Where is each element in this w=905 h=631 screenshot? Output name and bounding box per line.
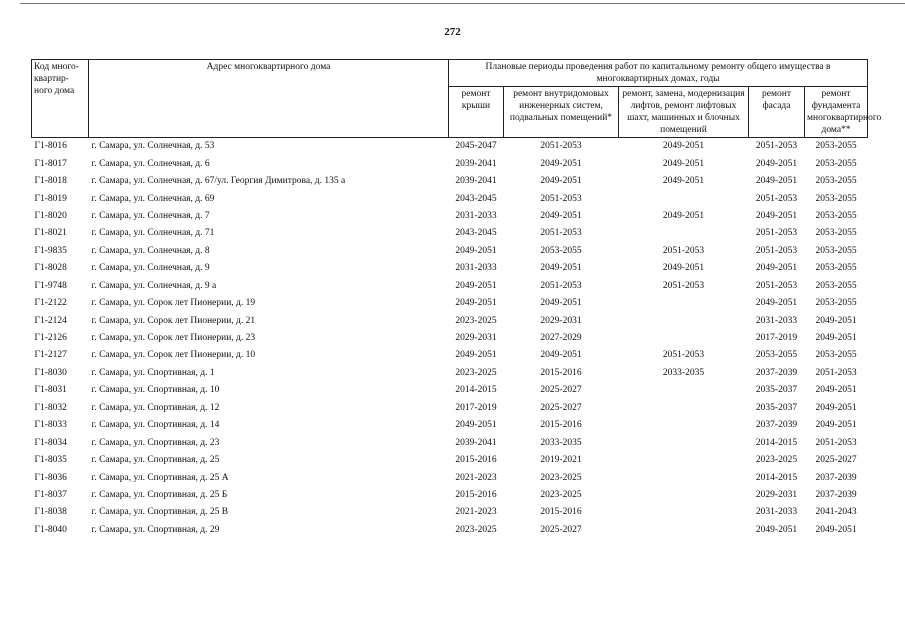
table-row — [32, 487, 868, 504]
roof-period: 2049-2051 — [455, 420, 497, 431]
engineering-period: 2023-2025 — [540, 472, 582, 483]
house-code: Г1-9748 — [34, 280, 67, 291]
foundation-period: 2053-2055 — [815, 158, 857, 169]
facade-period: 2051-2053 — [755, 280, 798, 291]
facade-period: 2037-2039 — [755, 367, 798, 378]
roof-period: 2031-2033 — [455, 263, 497, 274]
house-address: г. Самара, ул. Солнечная, д. 9 — [91, 263, 210, 274]
facade-period: 2051-2053 — [755, 245, 798, 256]
roof-period: 2014-2015 — [455, 385, 497, 396]
house-code: Г1-8019 — [34, 193, 67, 204]
facade-period: 2035-2037 — [755, 385, 798, 396]
house-code: Г1-8032 — [34, 402, 67, 413]
header-facade: ремонт фасада — [749, 87, 805, 138]
facade-period: 2014-2015 — [755, 437, 798, 448]
elevator-period — [619, 452, 749, 469]
table-row — [32, 208, 868, 225]
facade-period: 2017-2019 — [755, 333, 798, 344]
house-code: Г1-2122 — [34, 298, 67, 309]
elevator-period: 2049-2051 — [662, 141, 705, 152]
house-code: Г1-8038 — [34, 507, 67, 518]
facade-period: 2049-2051 — [755, 263, 798, 274]
table-row — [32, 260, 868, 277]
house-address: г. Самара, ул. Солнечная, д. 8 — [91, 245, 210, 256]
elevator-period — [619, 190, 749, 207]
house-address: г. Самара, ул. Солнечная, д. 53 — [91, 141, 215, 152]
roof-period: 2023-2025 — [455, 315, 497, 326]
house-address: г. Самара, ул. Спортивная, д. 25 — [91, 455, 220, 466]
house-code: Г1-8034 — [34, 437, 67, 448]
facade-period: 2035-2037 — [755, 402, 798, 413]
foundation-period: 2041-2043 — [815, 507, 857, 518]
table-row — [32, 278, 868, 295]
foundation-period: 2037-2039 — [815, 489, 857, 500]
facade-period: 2051-2053 — [755, 228, 798, 239]
house-address: г. Самара, ул. Солнечная, д. 67/ул. Георгия Димитрова, д. 135 а — [91, 176, 346, 187]
house-code: Г1-8036 — [34, 472, 67, 483]
house-code: Г1-9835 — [34, 245, 67, 256]
house-address: г. Самара, ул. Спортивная, д. 12 — [91, 402, 220, 413]
table-row — [32, 365, 868, 382]
foundation-period: 2053-2055 — [815, 176, 857, 187]
engineering-period: 2033-2035 — [540, 437, 582, 448]
elevator-period: 2049-2051 — [662, 176, 705, 187]
house-code: Г1-8033 — [34, 420, 67, 431]
engineering-period: 2049-2051 — [540, 210, 582, 221]
elevator-period: 2049-2051 — [662, 158, 705, 169]
house-address: г. Самара, ул. Спортивная, д. 10 — [91, 385, 220, 396]
house-code: Г1-8017 — [34, 158, 67, 169]
house-code: Г1-8016 — [34, 141, 67, 152]
engineering-period: 2025-2027 — [540, 385, 582, 396]
facade-period: 2049-2051 — [755, 298, 798, 309]
elevator-period: 2051-2053 — [662, 350, 705, 361]
roof-period: 2043-2045 — [455, 193, 497, 204]
facade-period: 2029-2031 — [755, 489, 798, 500]
engineering-period: 2029-2031 — [540, 315, 582, 326]
foundation-period: 2025-2027 — [815, 455, 857, 466]
foundation-period: 2049-2051 — [815, 315, 857, 326]
engineering-period: 2023-2025 — [540, 489, 582, 500]
engineering-period: 2049-2051 — [540, 176, 582, 187]
foundation-period: 2049-2051 — [815, 420, 857, 431]
house-address: г. Самара, ул. Солнечная, д. 71 — [91, 228, 215, 239]
house-address: г. Самара, ул. Сорок лет Пионерии, д. 19 — [91, 298, 256, 309]
elevator-period — [619, 434, 749, 451]
table-row — [32, 400, 868, 417]
house-code: Г1-2126 — [34, 333, 67, 344]
facade-period: 2031-2033 — [755, 315, 798, 326]
roof-period: 2049-2051 — [455, 245, 497, 256]
roof-period: 2017-2019 — [455, 402, 497, 413]
header-address: Адрес многоквартирного дома — [89, 60, 449, 138]
elevator-period — [619, 312, 749, 329]
elevator-period — [619, 522, 749, 539]
engineering-period: 2015-2016 — [540, 367, 582, 378]
table-body — [32, 138, 868, 540]
engineering-period: 2049-2051 — [540, 350, 582, 361]
table-row — [32, 330, 868, 347]
roof-period: 2023-2025 — [455, 524, 497, 535]
house-address: г. Самара, ул. Спортивная, д. 25 Б — [91, 489, 228, 500]
house-address: г. Самара, ул. Спортивная, д. 29 — [91, 524, 220, 535]
elevator-period: 2049-2051 — [662, 210, 705, 221]
house-address: г. Самара, ул. Спортивная, д. 25 В — [91, 507, 229, 518]
foundation-period: 2053-2055 — [815, 193, 857, 204]
house-code: Г1-8035 — [34, 455, 67, 466]
house-code: Г1-2127 — [34, 350, 67, 361]
foundation-period: 2053-2055 — [815, 263, 857, 274]
house-code: Г1-8021 — [34, 228, 67, 239]
roof-period: 2039-2041 — [455, 176, 497, 187]
facade-period: 2053-2055 — [755, 350, 798, 361]
table-row — [32, 243, 868, 260]
roof-period: 2021-2023 — [455, 472, 497, 483]
foundation-period: 2049-2051 — [815, 524, 857, 535]
foundation-period: 2053-2055 — [815, 210, 857, 221]
engineering-period: 2053-2055 — [540, 245, 582, 256]
table-row — [32, 347, 868, 364]
engineering-period: 2051-2053 — [540, 141, 582, 152]
elevator-period — [619, 330, 749, 347]
engineering-period: 2049-2051 — [540, 158, 582, 169]
elevator-period: 2051-2053 — [662, 280, 705, 291]
engineering-period: 2025-2027 — [540, 524, 582, 535]
elevator-period: 2033-2035 — [662, 367, 705, 378]
elevator-period: 2051-2053 — [662, 245, 705, 256]
facade-period: 2051-2053 — [755, 193, 798, 204]
roof-period: 2031-2033 — [455, 210, 497, 221]
roof-period: 2049-2051 — [455, 350, 497, 361]
engineering-period: 2051-2053 — [540, 193, 582, 204]
elevator-period — [619, 225, 749, 242]
engineering-period: 2051-2053 — [540, 280, 582, 291]
table-row — [32, 225, 868, 242]
house-address: г. Самара, ул. Солнечная, д. 69 — [91, 193, 215, 204]
table-row — [32, 417, 868, 434]
page-number: 272 — [444, 26, 461, 38]
foundation-period: 2049-2051 — [815, 385, 857, 396]
foundation-period: 2051-2053 — [815, 437, 857, 448]
foundation-period: 2049-2051 — [815, 333, 857, 344]
house-code: Г1-8018 — [34, 176, 67, 187]
engineering-period: 2015-2016 — [540, 507, 582, 518]
house-code: Г1-8037 — [34, 489, 67, 500]
roof-period: 2021-2023 — [455, 507, 497, 518]
elevator-period — [619, 400, 749, 417]
elevator-period — [619, 504, 749, 521]
facade-period: 2023-2025 — [755, 455, 798, 466]
house-address: г. Самара, ул. Спортивная, д. 23 — [91, 437, 220, 448]
header-elevators: ремонт, замена, модернизация лифтов, ремонт лифтовых шахт, машинных и блочных помещений — [619, 87, 749, 138]
foundation-period: 2053-2055 — [815, 141, 857, 152]
engineering-period: 2049-2051 — [540, 298, 582, 309]
house-address: г. Самара, ул. Сорок лет Пионерии, д. 10 — [91, 350, 256, 361]
header-roof: ремонт крыши — [449, 87, 504, 138]
table-row — [32, 382, 868, 399]
table-row — [32, 504, 868, 521]
engineering-period: 2019-2021 — [540, 455, 582, 466]
header-foundation: ремонт фундамента многоквартирного дома** — [805, 87, 868, 138]
roof-period: 2029-2031 — [455, 333, 497, 344]
roof-period: 2023-2025 — [455, 367, 497, 378]
facade-period: 2049-2051 — [755, 524, 798, 535]
engineering-period: 2015-2016 — [540, 420, 582, 431]
house-code: Г1-8028 — [34, 263, 67, 274]
table-row — [32, 190, 868, 207]
foundation-period: 2053-2055 — [815, 298, 857, 309]
elevator-period — [619, 469, 749, 486]
roof-period: 2043-2045 — [455, 228, 497, 239]
top-rule — [20, 3, 905, 4]
house-code: Г1-8040 — [34, 524, 67, 535]
engineering-period: 2051-2053 — [540, 228, 582, 239]
table-row — [32, 434, 868, 451]
elevator-period: 2049-2051 — [662, 263, 705, 274]
roof-period: 2015-2016 — [455, 455, 497, 466]
roof-period: 2045-2047 — [455, 141, 497, 152]
elevator-period — [619, 295, 749, 312]
house-code: Г1-2124 — [34, 315, 67, 326]
facade-period: 2051-2053 — [755, 141, 798, 152]
facade-period: 2049-2051 — [755, 176, 798, 187]
house-address: г. Самара, ул. Спортивная, д. 14 — [91, 420, 220, 431]
facade-period: 2014-2015 — [755, 472, 798, 483]
foundation-period: 2049-2051 — [815, 402, 857, 413]
roof-period: 2039-2041 — [455, 158, 497, 169]
engineering-period: 2025-2027 — [540, 402, 582, 413]
house-address: г. Самара, ул. Спортивная, д. 1 — [91, 367, 215, 378]
table-row — [32, 452, 868, 469]
foundation-period: 2053-2055 — [815, 350, 857, 361]
facade-period: 2037-2039 — [755, 420, 798, 431]
table-row — [32, 469, 868, 486]
house-address: г. Самара, ул. Солнечная, д. 9 а — [91, 280, 217, 291]
facade-period: 2049-2051 — [755, 158, 798, 169]
foundation-period: 2053-2055 — [815, 280, 857, 291]
table-row — [32, 312, 868, 329]
table-row — [32, 295, 868, 312]
roof-period: 2039-2041 — [455, 437, 497, 448]
roof-period: 2049-2051 — [455, 298, 497, 309]
facade-period: 2031-2033 — [755, 507, 798, 518]
table-row — [32, 522, 868, 539]
facade-period: 2049-2051 — [755, 210, 798, 221]
table-row — [32, 138, 868, 156]
house-address: г. Самара, ул. Солнечная, д. 7 — [91, 210, 210, 221]
roof-period: 2049-2051 — [455, 280, 497, 291]
house-code: Г1-8030 — [34, 367, 67, 378]
foundation-period: 2037-2039 — [815, 472, 857, 483]
foundation-period: 2053-2055 — [815, 228, 857, 239]
foundation-period: 2051-2053 — [815, 367, 857, 378]
house-code: Г1-8031 — [34, 385, 67, 396]
header-code: Код много-квартир-ного дома — [32, 60, 89, 138]
capital-repair-table — [31, 59, 882, 539]
table-row — [32, 155, 868, 172]
house-address: г. Самара, ул. Сорок лет Пионерии, д. 23 — [91, 333, 256, 344]
engineering-period: 2049-2051 — [540, 263, 582, 274]
table-row — [32, 173, 868, 190]
house-address: г. Самара, ул. Сорок лет Пионерии, д. 21 — [91, 315, 256, 326]
elevator-period — [619, 417, 749, 434]
house-address: г. Самара, ул. Спортивная, д. 25 А — [91, 472, 229, 483]
header-engineering: ремонт внутридомовых инженерных систем, подвальных помещений* — [504, 87, 619, 138]
header-periods: Плановые периоды проведения работ по капитальному ремонту общего имущества в многоквартирных домах, годы — [449, 60, 868, 87]
house-address: г. Самара, ул. Солнечная, д. 6 — [91, 158, 210, 169]
elevator-period — [619, 382, 749, 399]
engineering-period: 2027-2029 — [540, 333, 582, 344]
house-code: Г1-8020 — [34, 210, 67, 221]
elevator-period — [619, 487, 749, 504]
foundation-period: 2053-2055 — [815, 245, 857, 256]
roof-period: 2015-2016 — [455, 489, 497, 500]
